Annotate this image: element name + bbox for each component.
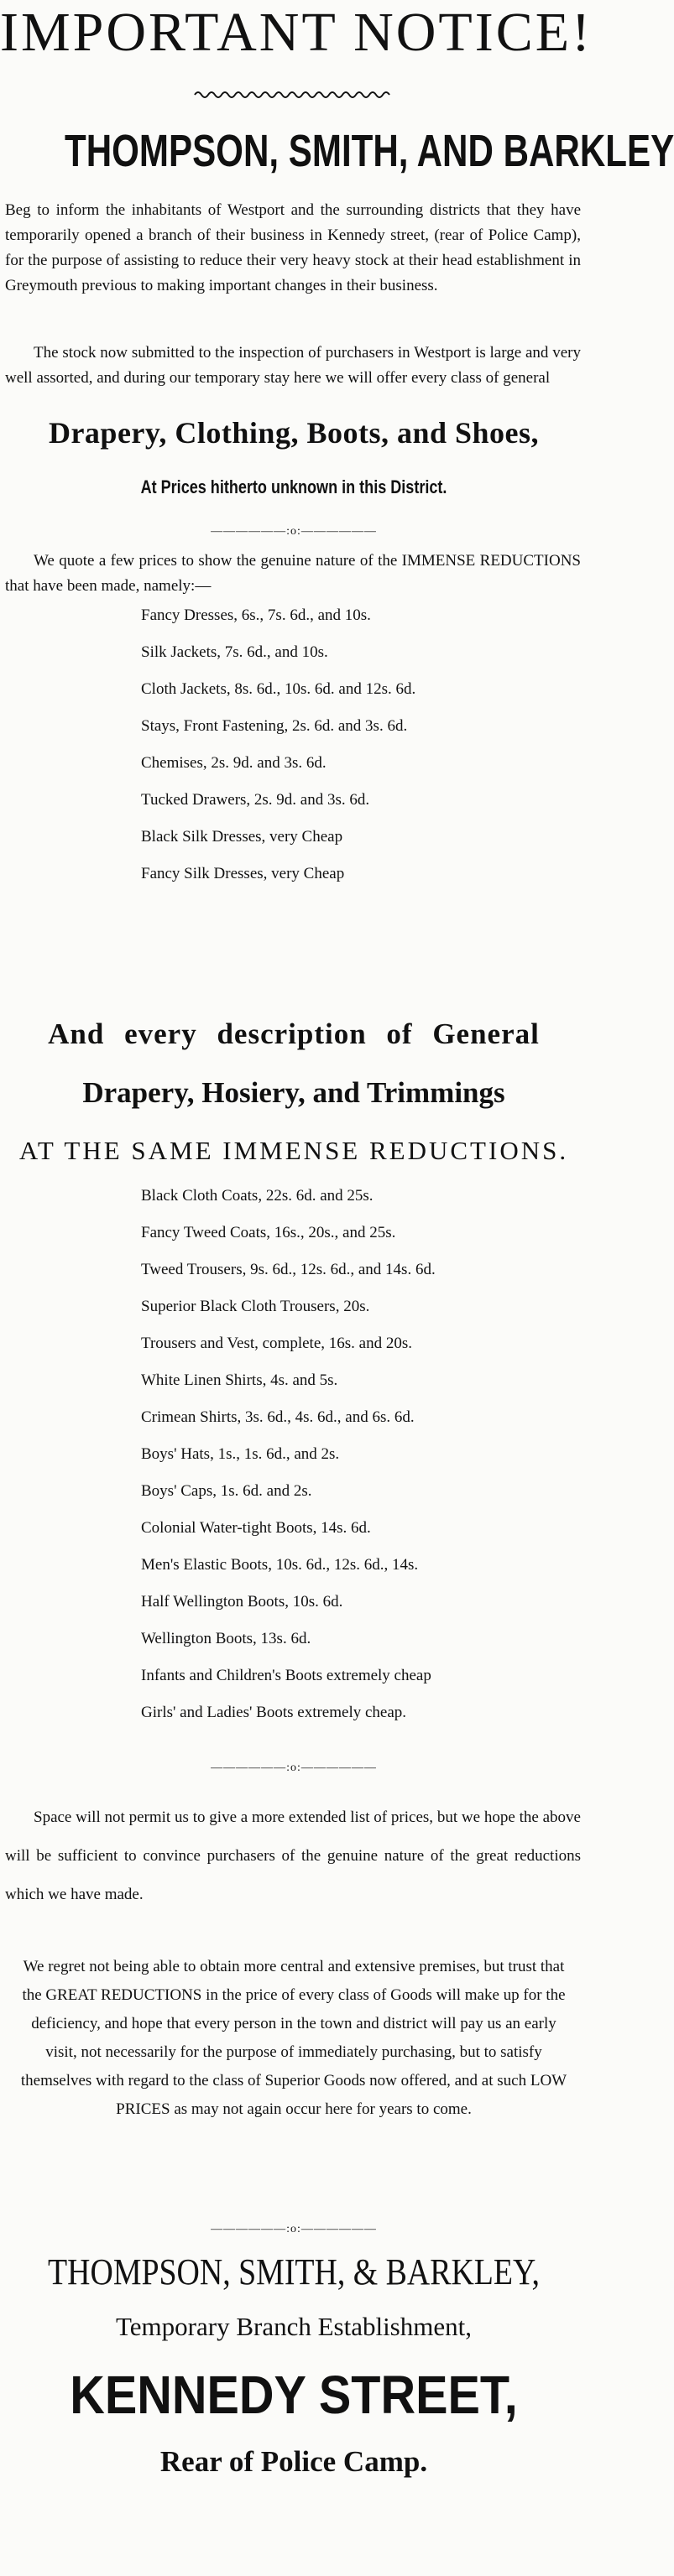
list-item: Black Cloth Coats, 22s. 6d. and 25s. (141, 1187, 374, 1205)
general-heading-line-1: And every description of General (48, 1017, 540, 1050)
firm-name-heading: THOMPSON, SMITH, AND BARKLEY (65, 126, 674, 176)
intro-paragraph: Beg to inform the inhabitants of Westport and the surrounding districts that they have temporarily opened a branch of their business in Kennedy street, (rear of Police Camp), for the purpose of assisting to reduce their very heavy stock at their head establishment in Greymouth previous to making important changes in their business. (5, 201, 581, 294)
branch-line: Temporary Branch Establishment, (116, 2312, 472, 2341)
list-item: Tweed Trousers, 9s. 6d., 12s. 6d., and 14s. 6d. (141, 1261, 436, 1278)
prices-subheading: At Prices hitherto unknown in this District. (140, 476, 447, 497)
list-item: Half Wellington Boots, 10s. 6d. (141, 1593, 343, 1611)
street-heading: KENNEDY STREET, (70, 2365, 518, 2425)
location-line: Rear of Police Camp. (159, 2445, 428, 2478)
list-item: Fancy Tweed Coats, 16s., 20s., and 25s. (141, 1224, 396, 1241)
list-item: Wellington Boots, 13s. 6d. (141, 1630, 311, 1647)
section-divider: ——————:o:—————— (211, 2223, 377, 2235)
list-item: Stays, Front Fastening, 2s. 6d. and 3s. 6d. (141, 717, 408, 735)
list-item: Cloth Jackets, 8s. 6d., 10s. 6d. and 12s. 6d. (141, 680, 416, 698)
list-item: White Linen Shirts, 4s. and 5s. (141, 1371, 338, 1389)
list-item: Black Silk Dresses, very Cheap (141, 828, 343, 846)
list-item: Silk Jackets, 7s. 6d., and 10s. (141, 643, 328, 661)
regret-paragraph: We regret not being able to obtain more central and extensive premises, but trust that the GREAT REDUCTIONS in the price of every class of Goods will make up for the deficiency, and hope that every person in the town and district will pay us an early visit, not necessarily for the purpose of immediately purchasing, but to satisfy themselves with regard to the class of Superior Goods now offered, and at such LOW PRICES as may not again occur here for years to come. (20, 1958, 567, 2118)
list-item: Fancy Dresses, 6s., 7s. 6d., and 10s. (141, 606, 371, 624)
same-reductions-line: AT THE SAME IMMENSE REDUCTIONS. (18, 1136, 569, 1165)
section-divider: ——————:o:—————— (211, 1762, 377, 1774)
list-item: Infants and Children's Boots extremely cheap (141, 1667, 431, 1684)
list-item: Tucked Drawers, 2s. 9d. and 3s. 6d. (141, 791, 370, 809)
list-item: Boys' Caps, 1s. 6d. and 2s. (141, 1482, 312, 1500)
signature-firm-name: THOMPSON, SMITH, & BARKLEY, (48, 2251, 540, 2292)
notice-headline: IMPORTANT NOTICE! (0, 2, 593, 63)
list-item: Boys' Hats, 1s., 1s. 6d., and 2s. (141, 1445, 340, 1463)
list-item: Men's Elastic Boots, 10s. 6d., 12s. 6d., 14s. (141, 1556, 419, 1574)
list-item: Colonial Water-tight Boots, 14s. 6d. (141, 1519, 371, 1537)
goods-heading: Drapery, Clothing, Boots, and Shoes, (48, 416, 540, 450)
list-item: Girls' and Ladies' Boots extremely cheap. (141, 1704, 407, 1721)
list-item: Chemises, 2s. 9d. and 3s. 6d. (141, 754, 327, 772)
list-item: Crimean Shirts, 3s. 6d., 4s. 6d., and 6s. 6d. (141, 1408, 415, 1426)
general-heading-line-2: Drapery, Hosiery, and Trimmings (82, 1076, 505, 1109)
stock-paragraph: The stock now submitted to the inspection of purchasers in Westport is large and very well assorted, and during our temporary stay here we will offer every class of general (5, 344, 581, 387)
wavy-rule-ornament (195, 89, 393, 101)
section-divider: ——————:o:—————— (211, 525, 377, 538)
space-paragraph: Space will not permit us to give a more extended list of prices, but we hope the above will be sufficient to convince purchasers of the genuine nature of the great reductions which we have made. (5, 1808, 581, 1903)
list-item: Trousers and Vest, complete, 16s. and 20s. (141, 1335, 412, 1352)
drapery-price-list (141, 597, 415, 892)
list-item: Fancy Silk Dresses, very Cheap (141, 865, 345, 882)
clothing-price-list (141, 1178, 436, 1731)
quote-paragraph: We quote a few prices to show the genuine nature of the IMMENSE REDUCTIONS that have been made, namely:— (5, 552, 581, 595)
list-item: Superior Black Cloth Trousers, 20s. (141, 1298, 370, 1315)
